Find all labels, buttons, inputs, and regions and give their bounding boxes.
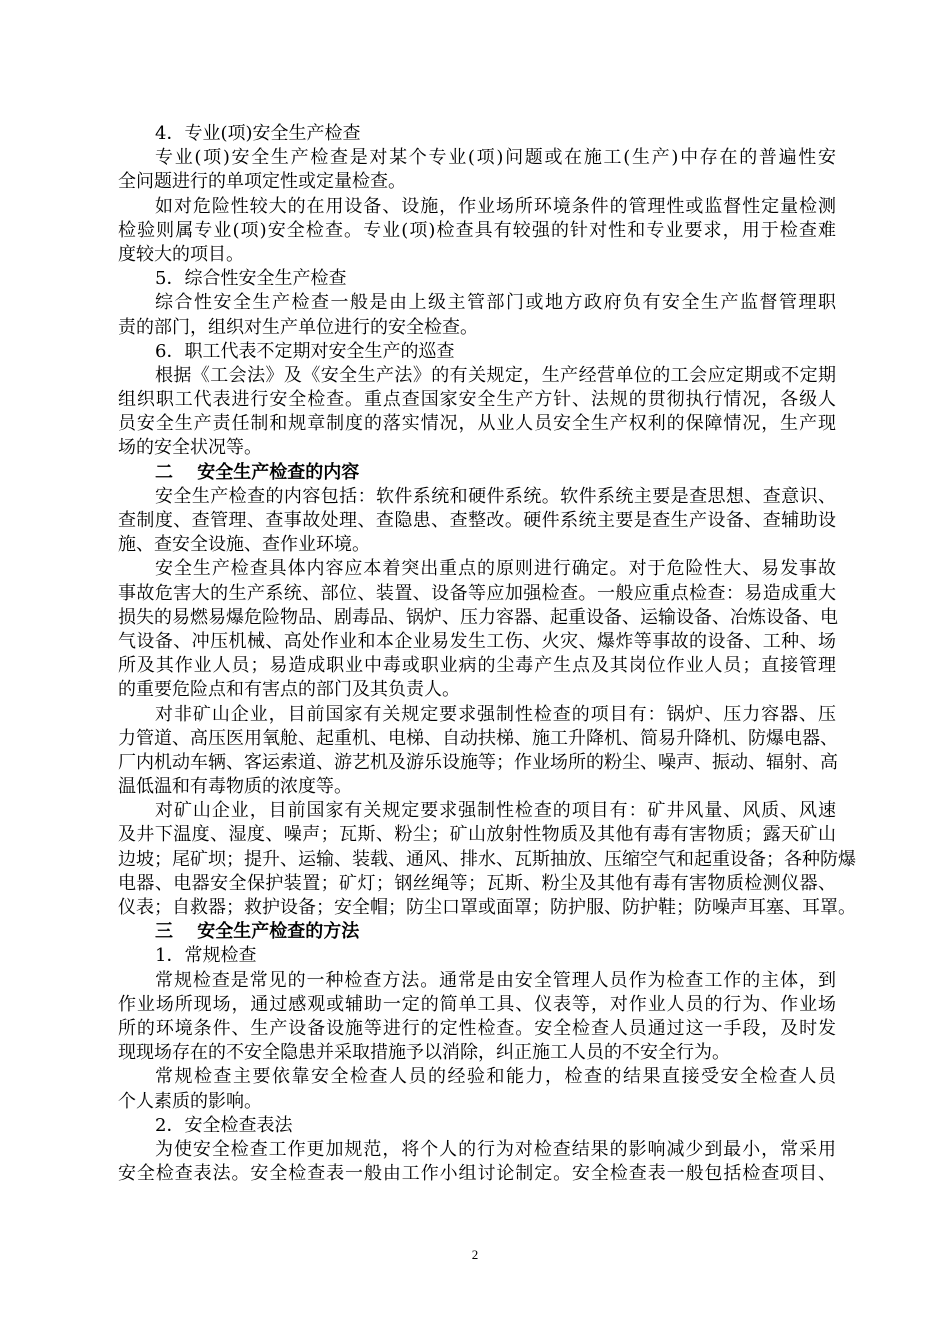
text-line: 仪表；自救器；救护设备；安全帽；防尘口罩或面罩；防护服、防护鞋；防噪声耳塞、耳罩。 (118, 897, 856, 918)
text-line: 综合性安全生产检查一般是由上级主管部门或地方政府负有安全生产监督管理职 (155, 292, 836, 314)
text-line: 安全生产检查具体内容应本着突出重点的原则进行确定。对于危险性大、易发事故 (155, 558, 836, 580)
text-line: 所的环境条件、生产设备设施等进行的定性检查。安全检查人员通过这一手段，及时发 (118, 1017, 836, 1039)
subsection-heading: 5．综合性安全生产检查 (155, 268, 347, 290)
text-line: 员安全生产责任制和规章制度的落实情况，从业人员安全生产权利的保障情况，生产现 (118, 413, 836, 435)
text-line: 气设备、冲压机械、高处作业和本企业易发生工伤、火灾、爆炸等事故的设备、工种、场 (118, 630, 836, 652)
text-line: 场的安全状况等。 (118, 437, 262, 459)
text-line: 现现场存在的不安全隐患并采取措施予以消除，纠正施工人员的不安全行为。 (118, 1042, 730, 1064)
text-line: 安全生产检查的内容包括：软件系统和硬件系统。软件系统主要是查思想、查意识、 (155, 485, 836, 507)
text-line: 如对危险性较大的在用设备、设施，作业场所环境条件的管理性或监督性定量检测 (155, 195, 836, 217)
section-heading: 二 安全生产检查的内容 (155, 461, 360, 483)
text-line: 边坡；尾矿坝；提升、运输、装载、通风、排水、瓦斯抽放、压缩空气和起重设备；各种防爆 (118, 848, 856, 870)
text-line: 施、查安全设施、查作业环境。 (118, 534, 370, 556)
text-line: 厂内机动车辆、客运索道、游艺机及游乐设施等；作业场所的粉尘、噪声、振动、辐射、高 (118, 751, 838, 773)
text-line: 专业(项)安全生产检查是对某个专业(项)问题或在施工(生产)中存在的普遍性安 (155, 147, 836, 169)
text-line: 度较大的项目。 (118, 243, 244, 265)
text-line: 责的部门，组织对生产单位进行的安全检查。 (118, 316, 478, 338)
text-line: 损失的易燃易爆危险物品、剧毒品、锅炉、压力容器、起重设备、运输设备、冶炼设备、电 (118, 606, 838, 628)
body-text (118, 122, 856, 1186)
text-line: 查制度、查管理、查事故处理、查隐患、查整改。硬件系统主要是查生产设备、查辅助设 (118, 510, 836, 531)
subsection-heading: 4．专业(项)安全生产检查 (155, 123, 361, 144)
text-line: 根据《工会法》及《安全生产法》的有关规定，生产经营单位的工会应定期或不定期 (155, 364, 836, 386)
subsection-heading: 2．安全检查表法 (155, 1114, 293, 1136)
text-line: 温低温和有毒物质的浓度等。 (118, 776, 352, 798)
section-heading: 三 安全生产检查的方法 (155, 921, 360, 943)
page-number: 2 (471, 1247, 479, 1262)
text-line: 所及其作业人员；易造成职业中毒或职业病的尘毒产生点及其岗位作业人员；直接管理 (118, 655, 836, 677)
text-line: 常规检查主要依靠安全检查人员的经验和能力，检查的结果直接受安全检查人员 (155, 1066, 836, 1088)
text-line: 的重要危险点和有害点的部门及其负责人。 (118, 679, 460, 701)
text-line: 事故危害大的生产系统、部位、装置、设备等应加强检查。一般应重点检查：易造成重大 (118, 582, 836, 604)
text-line: 为使安全检查工作更加规范，将个人的行为对检查结果的影响减少到最小，常采用 (155, 1138, 836, 1160)
text-line: 个人素质的影响。 (118, 1090, 262, 1112)
text-line: 力管道、高压医用氧舱、起重机、电梯、自动扶梯、施工升降机、简易升降机、防爆电器、 (118, 727, 838, 749)
text-line: 检验则属专业(项)安全检查。专业(项)检查具有较强的针对性和专业要求，用于检查难 (118, 219, 836, 241)
text-line: 常规检查是常见的一种检查方法。通常是由安全管理人员作为检查工作的主体，到 (155, 969, 836, 991)
subsection-heading: 6．职工代表不定期对安全生产的巡查 (155, 340, 455, 362)
subsection-heading: 1．常规检查 (155, 945, 257, 967)
text-line: 电器、电器安全保护装置；矿灯；钢丝绳等；瓦斯、粉尘及其他有毒有害物质检测仪器、 (118, 872, 836, 894)
text-line: 全问题进行的单项定性或定量检查。 (118, 171, 406, 193)
text-line: 组织职工代表进行安全检查。重点查国家安全生产方针、法规的贯彻执行情况，各级人 (118, 389, 836, 411)
text-line: 及井下温度、湿度、噪声；瓦斯、粉尘；矿山放射性物质及其他有毒有害物质；露天矿山 (118, 824, 836, 846)
text-line: 作业场所现场，通过感观或辅助一定的简单工具、仪表等，对作业人员的行为、作业场 (118, 993, 836, 1015)
text-line: 对非矿山企业，目前国家有关规定要求强制性检查的项目有：锅炉、压力容器、压 (155, 703, 836, 725)
text-line: 对矿山企业，目前国家有关规定要求强制性检查的项目有：矿井风量、风质、风速 (155, 800, 836, 822)
text-line: 安全检查表法。安全检查表一般由工作小组讨论制定。安全检查表一般包括检查项目、 (118, 1163, 836, 1185)
